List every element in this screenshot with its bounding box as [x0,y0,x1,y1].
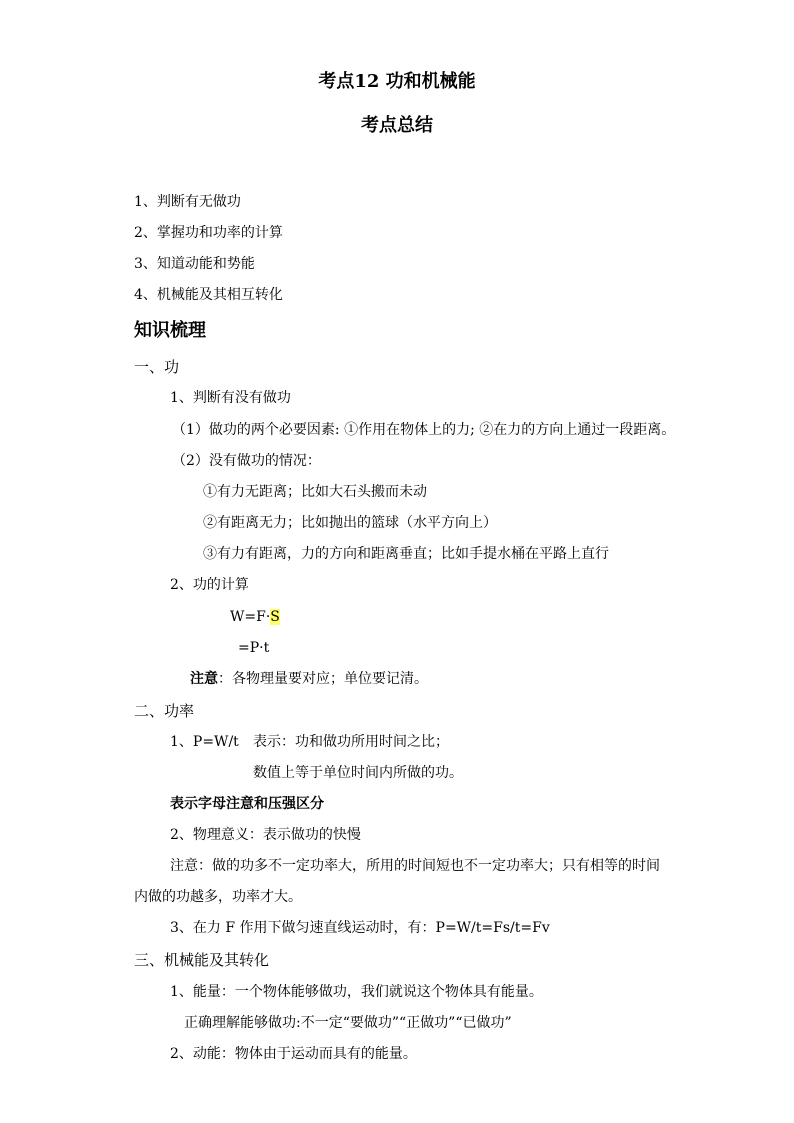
summary-item-2: 2、掌握功和功率的计算 [134,225,283,241]
work-formula-2: =P·t [238,640,270,656]
summary-item-3: 3、知道动能和势能 [134,256,255,272]
work-formula-1-main: W=F· [230,609,271,625]
document-subtitle: 考点总结 [361,115,433,136]
s1-case-2: ②有距离无力；比如抛出的篮球（水平方向上） [203,515,497,531]
section-heading: 知识梳理 [134,320,206,341]
note-text: ：各物理量要对应；单位要记清。 [218,671,428,687]
s1-point-2: 2、功的计算 [170,577,249,593]
section-1-heading: 一、功 [134,358,180,376]
s3-point-2: 2、动能：物体由于运动而具有的能量。 [170,1046,417,1062]
s1-point-1a: （1）做功的两个必要因素: ①作用在物体上的力; ②在力的方向上通过一段距离。 [172,422,676,438]
s3-point-1b: 正确理解能够做功:不一定“要做功”“正做功”“已做功” [184,1015,512,1031]
section-3-heading: 三、机械能及其转化 [134,951,270,969]
summary-item-1: 1、判断有无做功 [134,194,241,210]
s1-case-3: ③有力有距离，力的方向和距离垂直；比如手提水桶在平路上直行 [203,546,609,562]
s3-point-1: 1、能量：一个物体能够做功，我们就说这个物体具有能量。 [170,984,543,1000]
s2-note-line-2: 内做的功越多，功率才大。 [134,889,302,905]
s2-point-3: 3、在力 F 作用下做匀速直线运动时，有：P=W/t=Fs/t=Fv [170,920,550,936]
power-formula: 1、P=W/t [170,734,239,750]
highlighted-s: S [270,609,280,625]
note-label: 注意 [190,671,218,687]
s1-case-1: ①有力无距离；比如大石头搬而未动 [203,484,427,500]
s1-point-1b: （2）没有做功的情况： [172,453,321,469]
work-formula-1 [230,607,280,627]
power-meaning-1: 表示：功和做功所用时间之比； [253,734,449,750]
power-meaning-2: 数值上等于单位时间内所做的功。 [253,765,463,781]
document-title: 考点12 功和机械能 [318,71,476,92]
s2-note-line-1: 注意：做的功多不一定功率大，所用的时间短也不一定功率大；只有相等的时间 [170,858,660,874]
section-2-heading: 二、功率 [134,702,195,720]
s1-note [190,669,428,689]
summary-item-4: 4、机械能及其相互转化 [134,287,283,303]
bold-note: 表示字母注意和压强区分 [170,796,324,812]
s1-point-1: 1、判断有没有做功 [170,390,291,406]
s2-point-2: 2、物理意义：表示做功的快慢 [170,827,361,843]
